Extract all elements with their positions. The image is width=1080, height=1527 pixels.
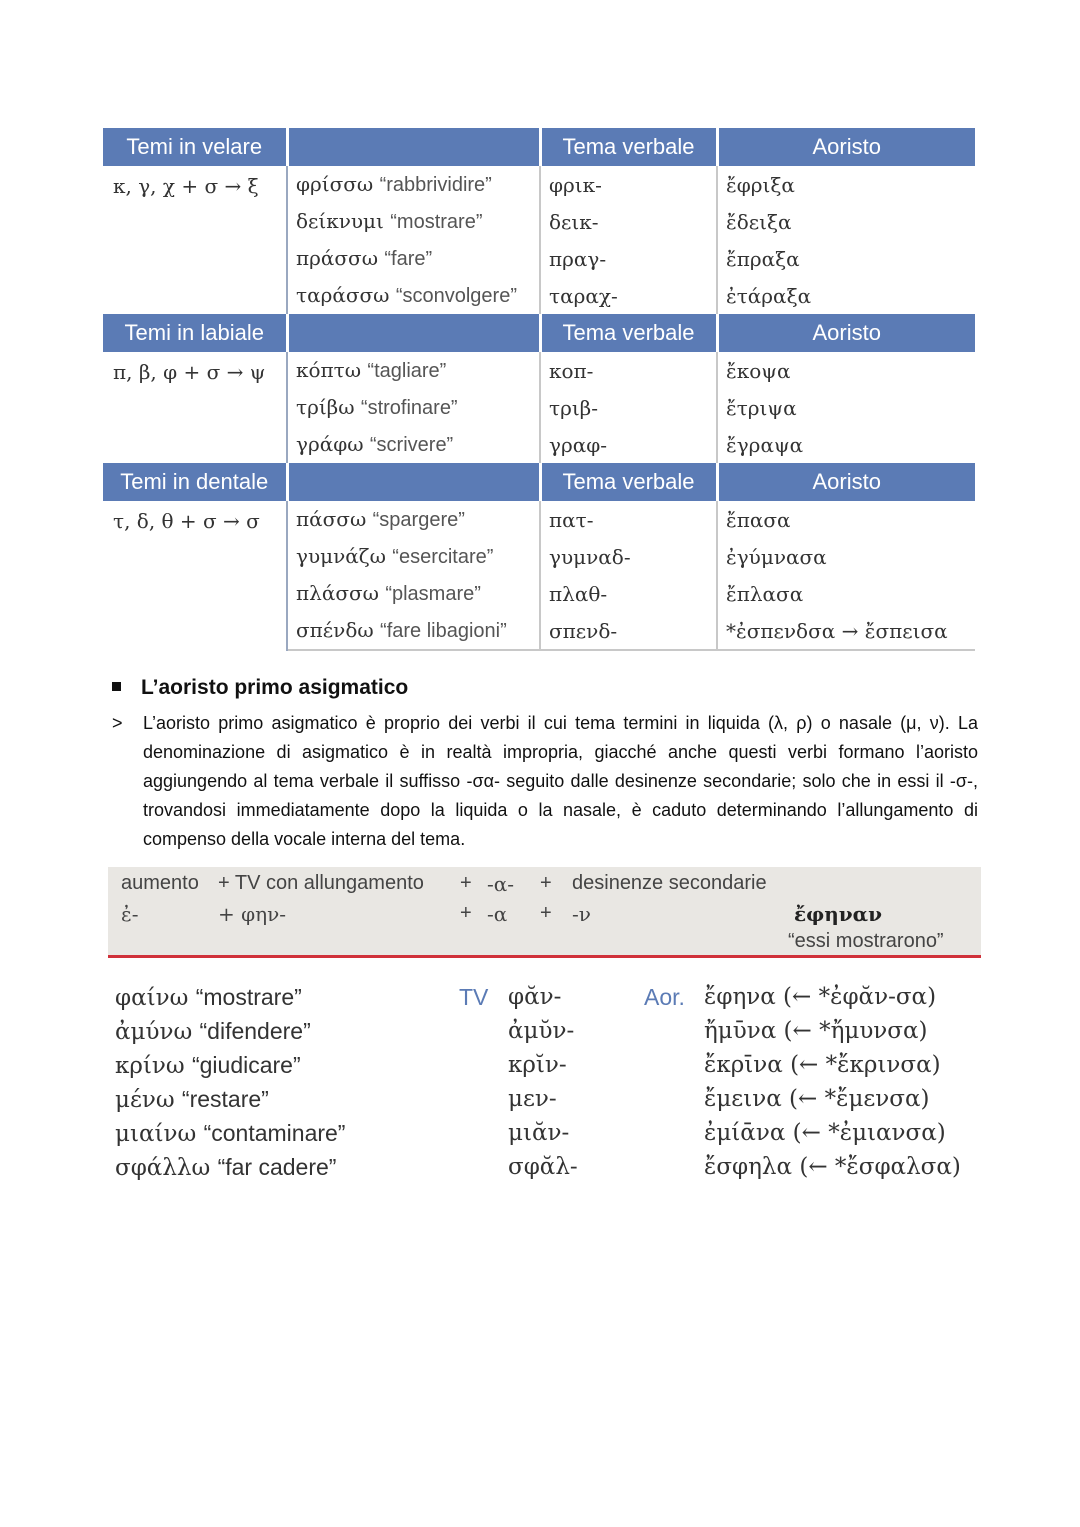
aorist-cell: ἔγραψα — [726, 432, 804, 457]
rule-cell: κ, γ, χ + σ → ξ — [103, 166, 287, 314]
example-aorist: ἔφηνα (← *ἐφᾰν-σα) — [704, 984, 937, 1010]
arrow-marker: > — [112, 713, 123, 733]
scheme-plus: + — [540, 902, 552, 924]
gloss: “plasmare” — [385, 583, 481, 605]
gloss: “fare libagioni” — [380, 620, 507, 642]
gloss: “spargere” — [372, 509, 465, 531]
formation-scheme — [108, 867, 981, 958]
gloss: “esercitare” — [392, 546, 494, 568]
section-paragraph — [112, 709, 978, 854]
example-verb — [115, 984, 302, 1018]
scheme-augment: ἐ- — [121, 902, 139, 926]
verb: σπένδω — [296, 618, 374, 642]
scheme-suffix: -α- — [487, 872, 515, 896]
example-aorist: ἤμῡνα (← *ἤμυνσα) — [704, 1018, 928, 1044]
tema-cell: τριβ- — [540, 389, 717, 426]
aorist-cell: ἔπασα — [726, 507, 791, 532]
tema-cell: γραφ- — [540, 426, 717, 463]
gloss: “mostrare” — [390, 211, 483, 233]
tema-cell: κοπ- — [540, 352, 717, 389]
header-tema: Tema verbale — [540, 314, 717, 352]
verb: πράσσω — [296, 246, 379, 270]
example-tv: ἀμῠν- — [508, 1018, 575, 1044]
table-header-velare — [103, 128, 975, 166]
verb: γράφω — [296, 432, 364, 456]
gloss: “difendere” — [199, 1018, 311, 1044]
example-aorist: ἔμεινα (← *ἔμενσα) — [704, 1086, 930, 1112]
scheme-nu: -ν — [572, 902, 591, 926]
header-blank — [287, 128, 540, 166]
verb: κρίνω — [115, 1053, 185, 1079]
table-row — [103, 501, 975, 538]
verb: πάσσω — [296, 507, 367, 531]
gloss: “contaminare” — [203, 1120, 346, 1146]
scheme-plus: + — [460, 872, 472, 894]
example-tv: μεν- — [508, 1086, 557, 1112]
gloss: “strofinare” — [360, 397, 458, 419]
scheme-plus: + — [540, 872, 552, 894]
aorist-cell: *ἐσπενδσα → ἔσπεισα — [717, 612, 975, 650]
header-tema: Tema verbale — [540, 463, 717, 501]
tema-cell: πλαθ- — [540, 575, 717, 612]
verb-cell — [287, 166, 540, 203]
verb-cell — [287, 389, 540, 426]
gloss: “restare” — [181, 1086, 269, 1112]
scheme-tv: + TV con allungamento — [218, 872, 424, 894]
aorist-cell: ἔκοψα — [726, 358, 791, 383]
example-aorist: ἔσφηλα (← *ἔσφαλσα) — [704, 1154, 961, 1180]
verb: γυμνάζω — [296, 544, 386, 568]
group-header: Temi in velare — [103, 128, 287, 166]
table-header-labiale — [103, 314, 975, 352]
aorist-cell: ἐγύμνασα — [726, 544, 827, 569]
section-title — [112, 676, 408, 700]
example-verb — [115, 1154, 336, 1188]
header-tema: Tema verbale — [540, 128, 717, 166]
group-header: Temi in labiale — [103, 314, 287, 352]
verb-cell — [287, 426, 540, 463]
gloss: “sconvolgere” — [395, 285, 517, 307]
tema-cell: φρικ- — [540, 166, 717, 203]
scheme-plus: + — [460, 902, 472, 924]
verb: σφάλλω — [115, 1155, 211, 1181]
verb: μένω — [115, 1087, 175, 1113]
example-tv: φᾰν- — [508, 984, 562, 1010]
scheme-result-gloss: “essi mostrarono” — [788, 930, 944, 952]
verb: ἀμύνω — [115, 1019, 193, 1045]
gloss: “far cadere” — [217, 1154, 337, 1180]
verb-cell — [287, 203, 540, 240]
rule-cell: π, β, φ + σ → ψ — [103, 352, 287, 463]
header-blank — [287, 463, 540, 501]
verb-cell — [287, 352, 540, 389]
table-row — [103, 166, 975, 203]
table-row — [103, 352, 975, 389]
verb-cell — [287, 612, 540, 650]
example-tv: κρῐν- — [508, 1052, 567, 1078]
tema-cell: δεικ- — [540, 203, 717, 240]
gloss: “rabbrividire” — [379, 174, 492, 196]
header-aoristo: Aoristo — [717, 314, 975, 352]
example-aorist: ἐμίᾱνα (← *ἐμιανσα) — [704, 1120, 946, 1146]
example-verb — [115, 1120, 345, 1154]
verb: ταράσσω — [296, 283, 390, 307]
aorist-cell: ἔφριξα — [726, 172, 795, 197]
verb-cell — [287, 538, 540, 575]
gloss: “scrivere” — [369, 434, 454, 456]
aorist-cell: ἐτάραξα — [726, 283, 812, 308]
verb: τρίβω — [296, 395, 355, 419]
table-header-dentale — [103, 463, 975, 501]
aorist-cell: ἔδειξα — [726, 209, 792, 234]
example-verb — [115, 1086, 269, 1120]
verb-cell — [287, 277, 540, 314]
scheme-alpha: -α — [487, 902, 508, 926]
verb-cell — [287, 240, 540, 277]
gloss: “giudicare” — [191, 1052, 301, 1078]
section-title-text: L’aoristo primo asigmatico — [141, 676, 409, 699]
aorist-cell: ἔπλασα — [726, 581, 804, 606]
aorist-cell: ἔτριψα — [726, 395, 797, 420]
verb-cell — [287, 501, 540, 538]
example-tv: σφᾰλ- — [508, 1154, 578, 1180]
verb: μιαίνω — [115, 1121, 197, 1147]
example-aorist: ἔκρῑνα (← *ἔκρινσα) — [704, 1052, 941, 1078]
tema-cell: πατ- — [540, 501, 717, 538]
rule-cell: τ, δ, θ + σ → σ — [103, 501, 287, 650]
aor-label: Aor. — [644, 984, 685, 1010]
gloss: “tagliare” — [367, 360, 447, 382]
tema-cell: γυμναδ- — [540, 538, 717, 575]
group-header: Temi in dentale — [103, 463, 287, 501]
header-blank — [287, 314, 540, 352]
verb: δείκνυμι — [296, 209, 384, 233]
verb: κόπτω — [296, 358, 362, 382]
tema-cell: σπενδ- — [540, 612, 717, 650]
scheme-aumento: aumento — [121, 872, 199, 894]
verb: φρίσσω — [296, 172, 374, 196]
tv-label: TV — [459, 984, 489, 1010]
paragraph-text: L’aoristo primo asigmatico è proprio dei verbi il cui tema termini in liquida (λ, ρ) o nasale (μ, ν). La denominazione di asigmatico è in realtà impropria, giacché anche questi verbi formano l’aoristo aggiungendo al tema verbale il suffisso -σα- seguito dalle desinenze secondarie; solo che in essi il -σ-, trovandosi immediatamente dopo la liquida o la nasale, è caduto determinando l’allungamento di compenso della vocale interna del tema. — [143, 713, 978, 849]
tema-cell: πραγ- — [540, 240, 717, 277]
aorist-cell: ἔπραξα — [726, 246, 800, 271]
scheme-desinenze: desinenze secondarie — [572, 872, 767, 894]
gloss: “fare” — [384, 248, 433, 270]
scheme-result: ἔφηναν — [794, 902, 882, 926]
aorist-table — [103, 128, 975, 651]
example-verb — [115, 1018, 311, 1052]
header-aoristo: Aoristo — [717, 463, 975, 501]
verb-cell — [287, 575, 540, 612]
verb: πλάσσω — [296, 581, 379, 605]
bullet-icon — [112, 682, 121, 691]
example-tv: μιᾰν- — [508, 1120, 570, 1146]
scheme-stem: + φην- — [218, 902, 287, 926]
tema-cell: ταραχ- — [540, 277, 717, 314]
header-aoristo: Aoristo — [717, 128, 975, 166]
example-verb — [115, 1052, 301, 1086]
gloss: “mostrare” — [195, 984, 302, 1010]
verb: φαίνω — [115, 985, 189, 1011]
